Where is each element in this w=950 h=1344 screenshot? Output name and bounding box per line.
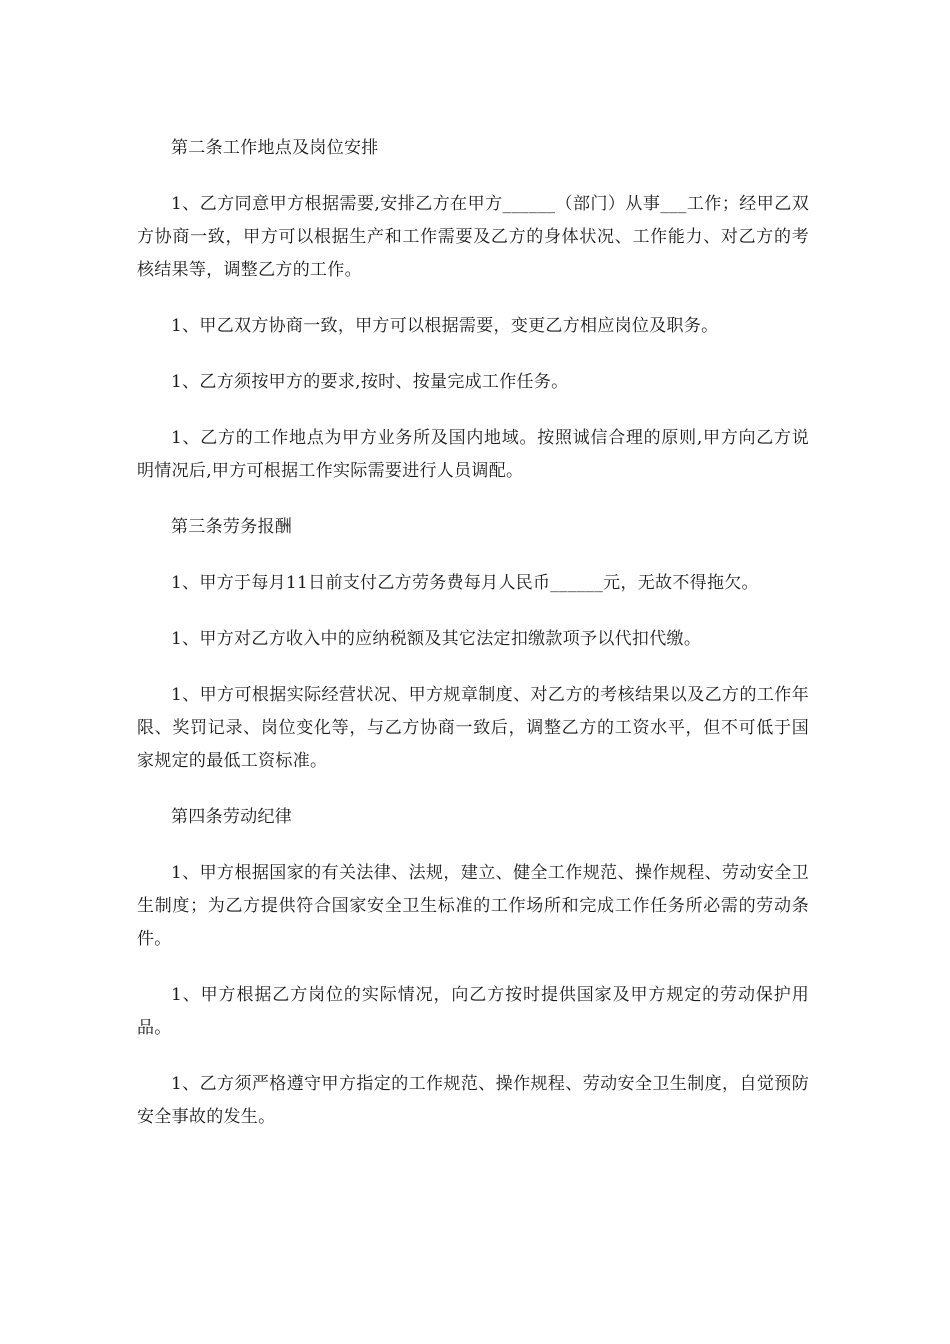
paragraph: 1、甲方对乙方收入中的应纳税额及其它法定扣缴款项予以代扣代缴。 <box>171 629 702 649</box>
paragraph: 1、乙方须严格遵守甲方指定的工作规范、操作规程、劳动安全卫生制度，自觉预防安全事故的发生。 <box>137 1074 809 1127</box>
paragraph: 1、甲方根据乙方岗位的实际情况，向乙方按时提供国家及甲方规定的劳动保护用品。 <box>137 985 809 1038</box>
document-body <box>137 132 809 1157</box>
section-heading-article-3: 第三条劳务报酬 <box>171 517 293 537</box>
paragraph: 1、乙方同意甲方根据需要,安排乙方在甲方______（部门）从事___工作；经甲乙双方协商一致，甲方可以根据生产和工作需要及乙方的身体状况、工作能力、对乙方的考核结果等，调整乙方的工作。 <box>137 194 809 280</box>
paragraph: 1、甲方于每月11日前支付乙方劳务费每月人民币______元，无故不得拖欠。 <box>171 573 759 593</box>
paragraph: 1、乙方的工作地点为甲方业务所及国内地域。按照诚信合理的原则,甲方向乙方说明情况后,甲方可根据工作实际需要进行人员调配。 <box>137 428 809 481</box>
paragraph: 1、甲乙双方协商一致，甲方可以根据需要，变更乙方相应岗位及职务。 <box>171 316 719 336</box>
paragraph: 1、甲方可根据实际经营状况、甲方规章制度、对乙方的考核结果以及乙方的工作年限、奖罚记录、岗位变化等，与乙方协商一致后，调整乙方的工资水平，但不可低于国家规定的最低工资标准。 <box>137 685 809 771</box>
section-heading-article-2: 第二条工作地点及岗位安排 <box>171 138 379 158</box>
paragraph: 1、甲方根据国家的有关法律、法规，建立、健全工作规范、操作规程、劳动安全卫生制度；为乙方提供符合国家安全卫生标准的工作场所和完成工作任务所必需的劳动条件。 <box>137 863 809 949</box>
section-heading-article-4: 第四条劳动纪律 <box>171 807 293 827</box>
paragraph: 1、乙方须按甲方的要求,按时、按量完成工作任务。 <box>171 372 569 392</box>
